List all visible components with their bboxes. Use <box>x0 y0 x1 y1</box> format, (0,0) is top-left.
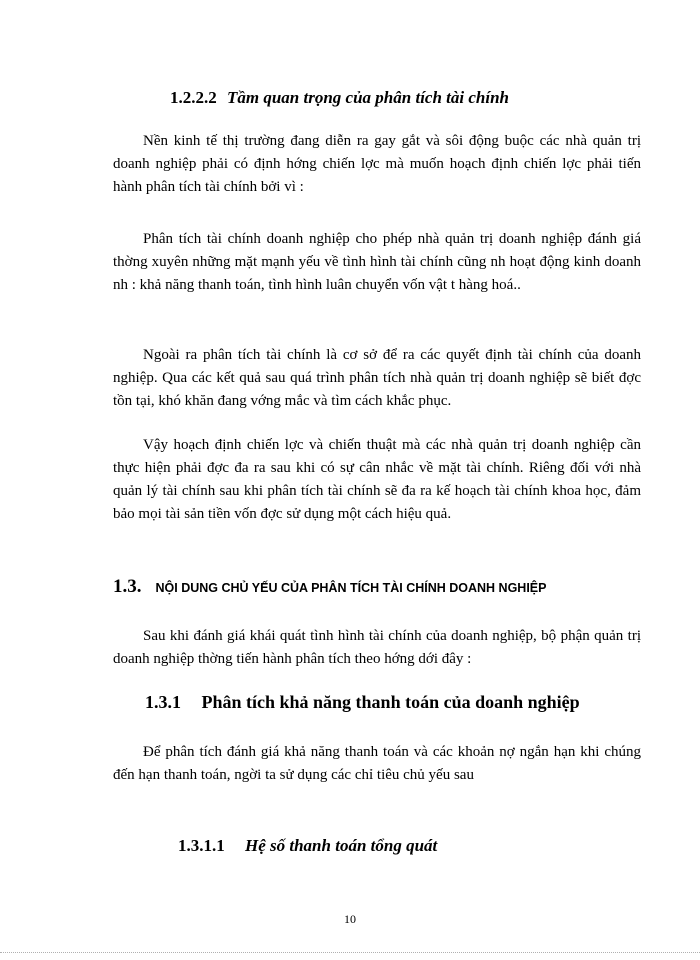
section-heading-1-3-1 <box>145 692 580 713</box>
section-number: 1.3.1 <box>145 692 181 712</box>
paragraph-6 <box>113 741 641 787</box>
section-heading-1-3-1-1 <box>178 836 437 856</box>
section-title: Phân tích khả năng thanh toán của doanh nghiệp <box>201 692 580 712</box>
section-title: Tầm quan trọng của phân tích tài chính <box>227 88 509 107</box>
paragraph-text: Nền kinh tế thị trường đang diễn ra gay gắt và sôi động buộc các nhà quản trị doanh nghiệp phải có định hớng chiến lợc mà muốn hoạch định chiến lợc phải tiến hành phân tích tài chính bởi vì : <box>113 133 641 195</box>
page-border-line <box>0 952 700 953</box>
paragraph-4 <box>113 434 641 526</box>
section-heading-1-2-2-2 <box>170 88 509 108</box>
paragraph-1 <box>113 130 641 199</box>
paragraph-5 <box>113 625 641 671</box>
paragraph-2 <box>113 228 641 297</box>
section-title: Hệ số thanh toán tổng quát <box>245 836 438 855</box>
section-title: NỘI DUNG CHỦ YẾU CỦA PHÂN TÍCH TÀI CHÍNH DOANH NGHIỆP <box>155 581 547 595</box>
paragraph-text: Vậy hoạch định chiến lợc và chiến thuật mà các nhà quản trị doanh nghiệp cần thực hiện phải đợc đa ra sau khi có sự cân nhắc về mặt tài chính. Riêng đối với nhà quản lý tài chính sau khi phân tích tài chính sẽ đa ra kế hoạch tài chính khoa học, đảm bảo mọi tài sản tiền vốn đợc sử dụng một cách hiệu quả. <box>113 437 641 522</box>
paragraph-text: Sau khi đánh giá khái quát tình hình tài chính của doanh nghiệp, bộ phận quản trị doanh nghiệp thờng tiến hành phân tích theo hớng dới đây : <box>113 628 641 667</box>
paragraph-text: Phân tích tài chính doanh nghiệp cho phép nhà quản trị doanh nghiệp đánh giá thờng xuyên những mặt mạnh yếu về tình hình tài chính cũng nh hoạt động kinh doanh nh : khả năng thanh toán, tình hình luân chuyển vốn vật t hàng hoá.. <box>113 231 641 293</box>
section-number: 1.3. <box>113 576 142 597</box>
paragraph-text: Để phân tích đánh giá khả năng thanh toán và các khoản nợ ngắn hạn khi chúng đến hạn thanh toán, ngời ta sử dụng các chỉ tiêu chủ yếu sau <box>113 744 641 783</box>
page-number: 10 <box>344 912 356 926</box>
section-number: 1.3.1.1 <box>178 836 225 855</box>
paragraph-text: Ngoài ra phân tích tài chính là cơ sở để ra các quyết định tài chính của doanh nghiệp. Qua các kết quả sau quá trình phân tích nhà quản trị doanh nghiệp sẽ biết đợc tồn tại, khó khăn đang vớng mắc và tìm cách khắc phục. <box>113 347 641 409</box>
section-number: 1.2.2.2 <box>170 88 217 107</box>
section-heading-1-3 <box>113 576 547 598</box>
paragraph-3 <box>113 344 641 413</box>
